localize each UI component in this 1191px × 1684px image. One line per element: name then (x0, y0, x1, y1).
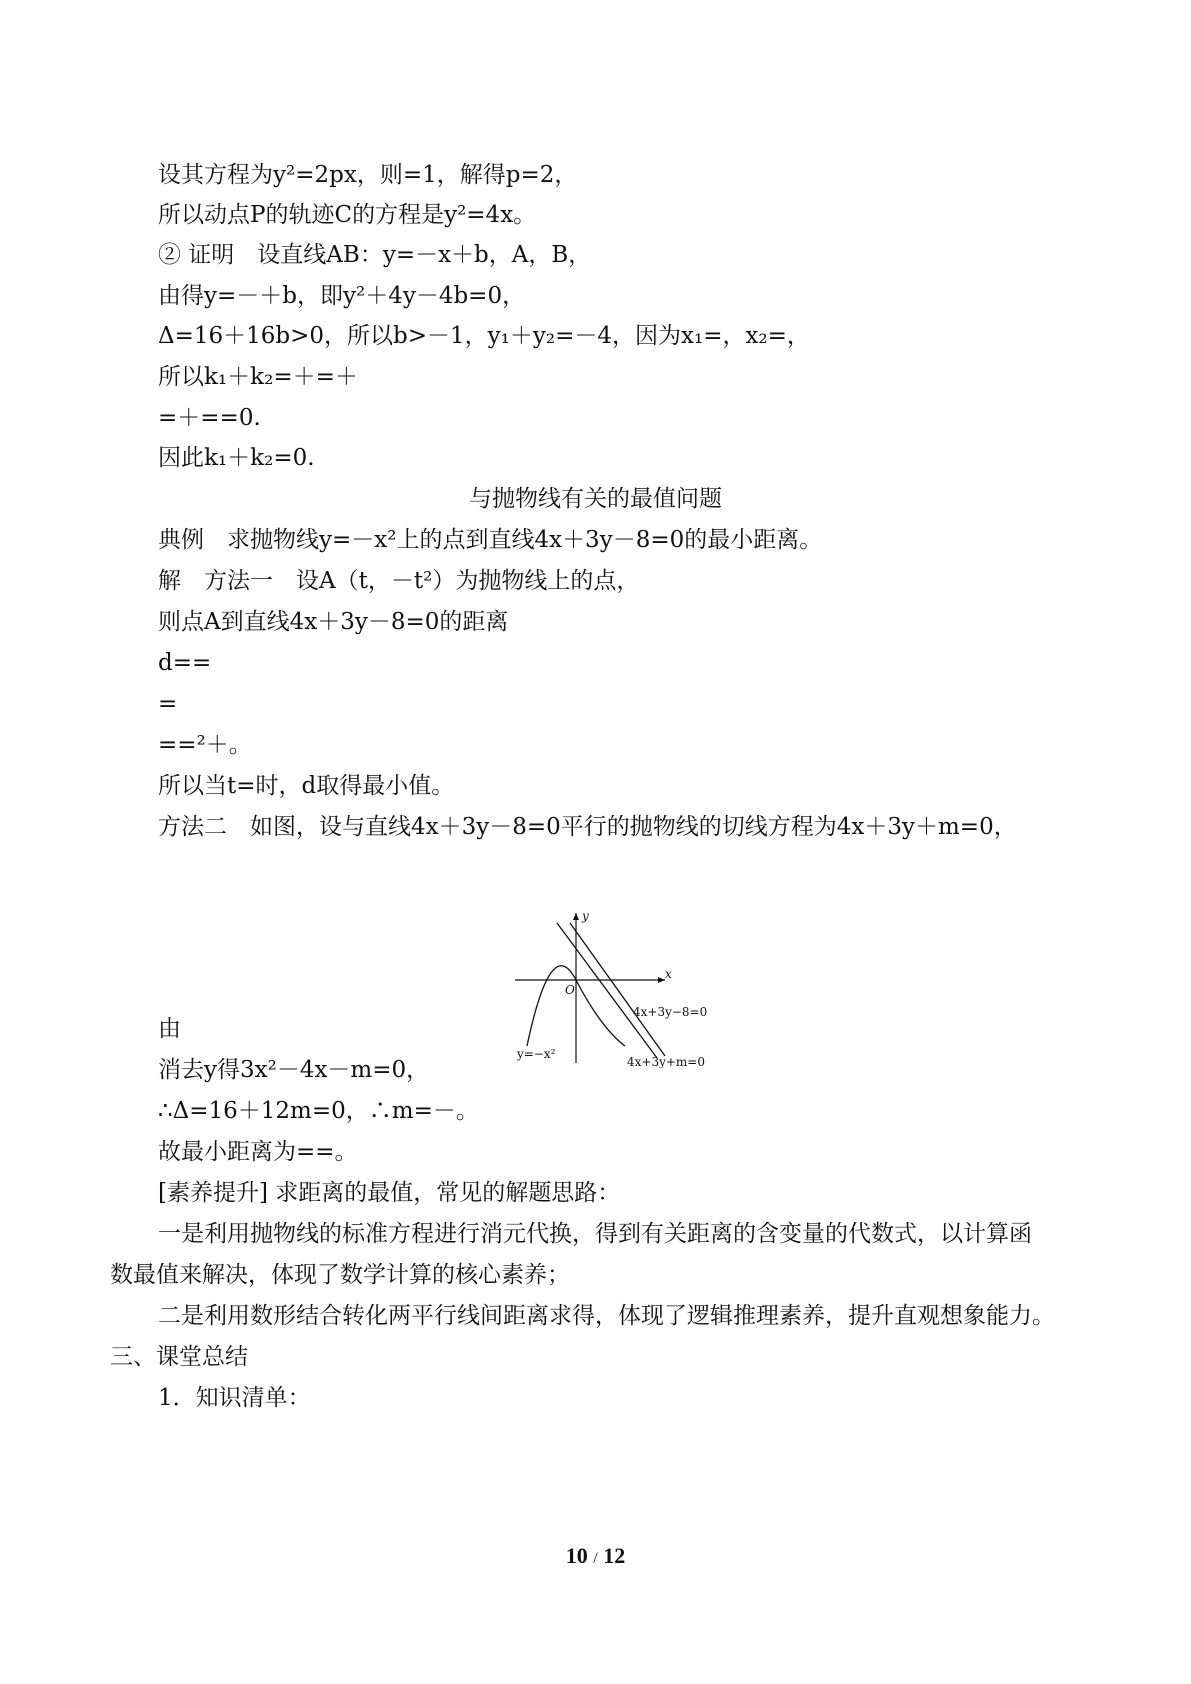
text-line-18: 由 (158, 1016, 181, 1042)
text-line-5: Δ=16＋16b>0，所以b>－1，y₁＋y₂=－4，因为x₁=，x₂=， (158, 323, 810, 349)
text-line-20: ∴Δ=16＋12m=0，∴m=－。 (158, 1098, 479, 1124)
text-line-8: 因此k₁＋k₂=0. (158, 445, 315, 471)
page-total: 12 (603, 1543, 626, 1568)
text-line-7: =＋==0. (158, 405, 261, 431)
parabola-figure (515, 908, 730, 1068)
section-heading: 与抛物线有关的最值问题 (469, 486, 722, 512)
text-line-1: 设其方程为y²=2px，则=1，解得p=2， (158, 162, 578, 188)
line-4x-3y-8 (570, 923, 665, 1056)
line1-label: 4x+3y−8=0 (633, 1005, 708, 1019)
text-line-6: 所以k₁＋k₂=＋=＋ (158, 364, 358, 390)
x-axis-arrow (658, 977, 665, 983)
text-line-27: 1．知识清单： (158, 1385, 311, 1411)
line2-label: 4x+3y+m=0 (627, 1055, 705, 1068)
text-line-19: 消去y得3x²－4x－m=0， (158, 1057, 430, 1083)
origin-label: O (565, 983, 575, 997)
text-line-17: 方法二 如图，设与直线4x＋3y－8=0平行的抛物线的切线方程为4x＋3y＋m=0， (158, 814, 1017, 840)
text-line-13: d== (158, 650, 212, 676)
text-line-23: 一是利用抛物线的标准方程进行消元代换，得到有关距离的含变量的代数式，以计算函 (158, 1221, 1032, 1247)
text-line-11: 解 方法一 设A（t，－t²）为抛物线上的点， (158, 568, 640, 594)
text-line-2: 所以动点P的轨迹C的方程是y²=4x。 (158, 202, 537, 228)
text-line-15: ==²＋。 (158, 732, 252, 758)
text-line-10: 典例 求抛物线y=－x²上的点到直线4x＋3y－8=0的最小距离。 (158, 527, 823, 553)
text-line-21: 故最小距离为==。 (158, 1139, 358, 1165)
text-line-22: [素养提升] 求距离的最值，常见的解题思路： (158, 1180, 621, 1206)
y-axis-arrow (573, 913, 579, 920)
page-number (0, 1543, 1191, 1569)
page-separator: / (593, 1550, 598, 1567)
x-axis-label: x (665, 967, 672, 981)
text-line-25: 二是利用数形结合转化两平行线间距离求得，体现了逻辑推理素养，提升直观想象能力。 (158, 1303, 1055, 1329)
curve-label: y=−x² (517, 1047, 556, 1061)
text-line-24: 数最值来解决，体现了数学计算的核心素养； (110, 1262, 570, 1288)
section-summary-heading: 三、课堂总结 (110, 1344, 248, 1370)
text-line-3: ② 证明 设直线AB：y=－x＋b，A，B， (158, 242, 592, 268)
text-line-16: 所以当t=时，d取得最小值。 (158, 773, 455, 799)
text-line-4: 由得y=－＋b，即y²＋4y－4b=0， (158, 283, 526, 309)
text-line-12: 则点A到直线4x＋3y－8=0的距离 (158, 609, 509, 635)
page-current: 10 (565, 1543, 588, 1568)
y-axis-label: y (582, 909, 589, 923)
text-line-14: = (158, 691, 178, 717)
